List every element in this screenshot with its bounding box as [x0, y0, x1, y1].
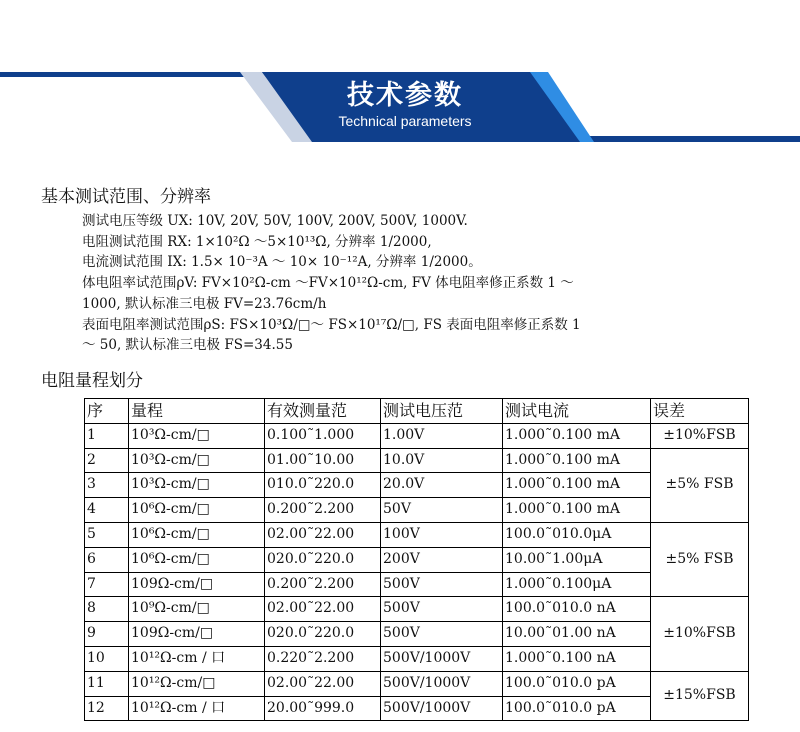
table-row: [85, 597, 749, 622]
table-row: [85, 522, 749, 547]
range-table-heading: 电阻量程划分: [41, 371, 143, 391]
spec-line: 电流测试范围 IX: 1.5× 10⁻³A ～ 10× 10⁻¹²A, 分辨率 1/2000。: [82, 254, 482, 271]
table-row: [85, 696, 749, 721]
header-banner: [0, 0, 800, 160]
cell-test-voltage: 50V: [381, 498, 503, 523]
cell-error: ±10%FSB: [651, 423, 749, 448]
cell-test-voltage: 500V/1000V: [381, 646, 503, 671]
cell-test-voltage: 500V: [381, 597, 503, 622]
cell-test-current: 1.000˜0.100μA: [503, 572, 651, 597]
cell-test-voltage: 500V/1000V: [381, 696, 503, 721]
cell-index: 7: [85, 572, 129, 597]
cell-index: 10: [85, 646, 129, 671]
cell-effective-range: 020.0˜220.0: [265, 622, 381, 647]
cell-test-voltage: 500V: [381, 622, 503, 647]
cell-effective-range: 010.0˜220.0: [265, 473, 381, 498]
col-test-voltage: 测试电压范: [381, 399, 503, 424]
cell-test-current: 10.00˜01.00 nA: [503, 622, 651, 647]
table-row: [85, 498, 749, 523]
cell-range: 109Ω-cm/□: [129, 622, 265, 647]
spec-line: 表面电阻率测试范围ρS: FS×10³Ω/□～ FS×10¹⁷Ω/□, FS 表面电阻率修正系数 1: [82, 316, 581, 333]
table-row: [85, 572, 749, 597]
cell-index: 12: [85, 696, 129, 721]
cell-test-current: 100.0˜010.0μA: [503, 522, 651, 547]
spec-line: 电阻测试范围 RX: 1×10²Ω ～5×10¹³Ω, 分辨率 1/2000,: [82, 233, 432, 250]
col-index: 序: [85, 399, 129, 424]
cell-effective-range: 0.100˜1.000: [265, 423, 381, 448]
cell-error: ±15%FSB: [651, 671, 749, 721]
table-row: [85, 473, 749, 498]
cell-effective-range: 02.00˜22.00: [265, 671, 381, 696]
cell-effective-range: 0.200˜2.200: [265, 498, 381, 523]
cell-effective-range: 02.00˜22.00: [265, 597, 381, 622]
spec-line: 1000, 默认标准三电极 FV=23.76cm/h: [82, 295, 327, 312]
cell-error: ±5% FSB: [651, 522, 749, 596]
cell-index: 8: [85, 597, 129, 622]
cell-test-current: 10.00˜1.00μA: [503, 547, 651, 572]
cell-range: 10¹²Ω-cm / 口: [129, 696, 265, 721]
spec-line: 体电阻率试范围ρV: FV×10²Ω-cm ～FV×10¹²Ω-cm, FV 体电阻率修正系数 1 ～: [82, 275, 574, 292]
cell-effective-range: 0.200˜2.200: [265, 572, 381, 597]
table-row: [85, 423, 749, 448]
cell-range: 10⁶Ω-cm/□: [129, 547, 265, 572]
spec-line: ～ 50, 默认标准三电极 FS=34.55: [82, 337, 293, 354]
cell-index: 3: [85, 473, 129, 498]
table-row: [85, 448, 749, 473]
cell-error: ±10%FSB: [651, 597, 749, 671]
cell-effective-range: 02.00˜22.00: [265, 522, 381, 547]
cell-test-voltage: 200V: [381, 547, 503, 572]
cell-test-current: 1.000˜0.100 mA: [503, 473, 651, 498]
cell-range: 10³Ω-cm/□: [129, 448, 265, 473]
col-range: 量程: [129, 399, 265, 424]
basic-range-specs: [82, 211, 762, 356]
table-row: [85, 671, 749, 696]
banner-subtitle: Technical parameters: [338, 113, 472, 129]
resistance-range-table: [84, 398, 749, 721]
cell-index: 2: [85, 448, 129, 473]
cell-test-voltage: 10.0V: [381, 448, 503, 473]
cell-index: 5: [85, 522, 129, 547]
cell-test-current: 1.000˜0.100 mA: [503, 498, 651, 523]
cell-test-current: 100.0˜010.0 pA: [503, 671, 651, 696]
col-effective-range: 有效测量范: [265, 399, 381, 424]
cell-test-voltage: 20.0V: [381, 473, 503, 498]
cell-error: ±5% FSB: [651, 448, 749, 522]
spec-line: 测试电压等级 UX: 10V, 20V, 50V, 100V, 200V, 500V, 1000V.: [82, 213, 468, 229]
cell-range: 10³Ω-cm/□: [129, 473, 265, 498]
table-row: [85, 547, 749, 572]
basic-range-heading: 基本测试范围、分辨率: [41, 187, 211, 207]
cell-effective-range: 0.220˜2.200: [265, 646, 381, 671]
cell-test-voltage: 500V: [381, 572, 503, 597]
cell-test-current: 100.0˜010.0 nA: [503, 597, 651, 622]
cell-range: 10⁹Ω-cm/□: [129, 597, 265, 622]
cell-index: 4: [85, 498, 129, 523]
cell-effective-range: 01.00˜10.00: [265, 448, 381, 473]
table-row: [85, 646, 749, 671]
cell-test-voltage: 100V: [381, 522, 503, 547]
table-row: [85, 622, 749, 647]
cell-range: 10¹²Ω-cm/□: [129, 671, 265, 696]
cell-test-current: 100.0˜010.0 pA: [503, 696, 651, 721]
cell-index: 1: [85, 423, 129, 448]
cell-range: 10⁶Ω-cm/□: [129, 498, 265, 523]
cell-range: 10⁶Ω-cm/□: [129, 522, 265, 547]
cell-index: 9: [85, 622, 129, 647]
cell-test-voltage: 1.00V: [381, 423, 503, 448]
col-error: 误差: [651, 399, 749, 424]
col-test-current: 测试电流: [503, 399, 651, 424]
cell-test-current: 1.000˜0.100 nA: [503, 646, 651, 671]
cell-index: 6: [85, 547, 129, 572]
cell-test-current: 1.000˜0.100 mA: [503, 423, 651, 448]
table-header-row: [85, 399, 749, 424]
cell-effective-range: 20.00˜999.0: [265, 696, 381, 721]
cell-range: 10¹²Ω-cm / 口: [129, 646, 265, 671]
cell-range: 10³Ω-cm/□: [129, 423, 265, 448]
cell-test-current: 1.000˜0.100 mA: [503, 448, 651, 473]
cell-effective-range: 020.0˜220.0: [265, 547, 381, 572]
cell-index: 11: [85, 671, 129, 696]
banner-title: 技术参数: [347, 80, 463, 111]
cell-range: 109Ω-cm/□: [129, 572, 265, 597]
cell-test-voltage: 500V/1000V: [381, 671, 503, 696]
